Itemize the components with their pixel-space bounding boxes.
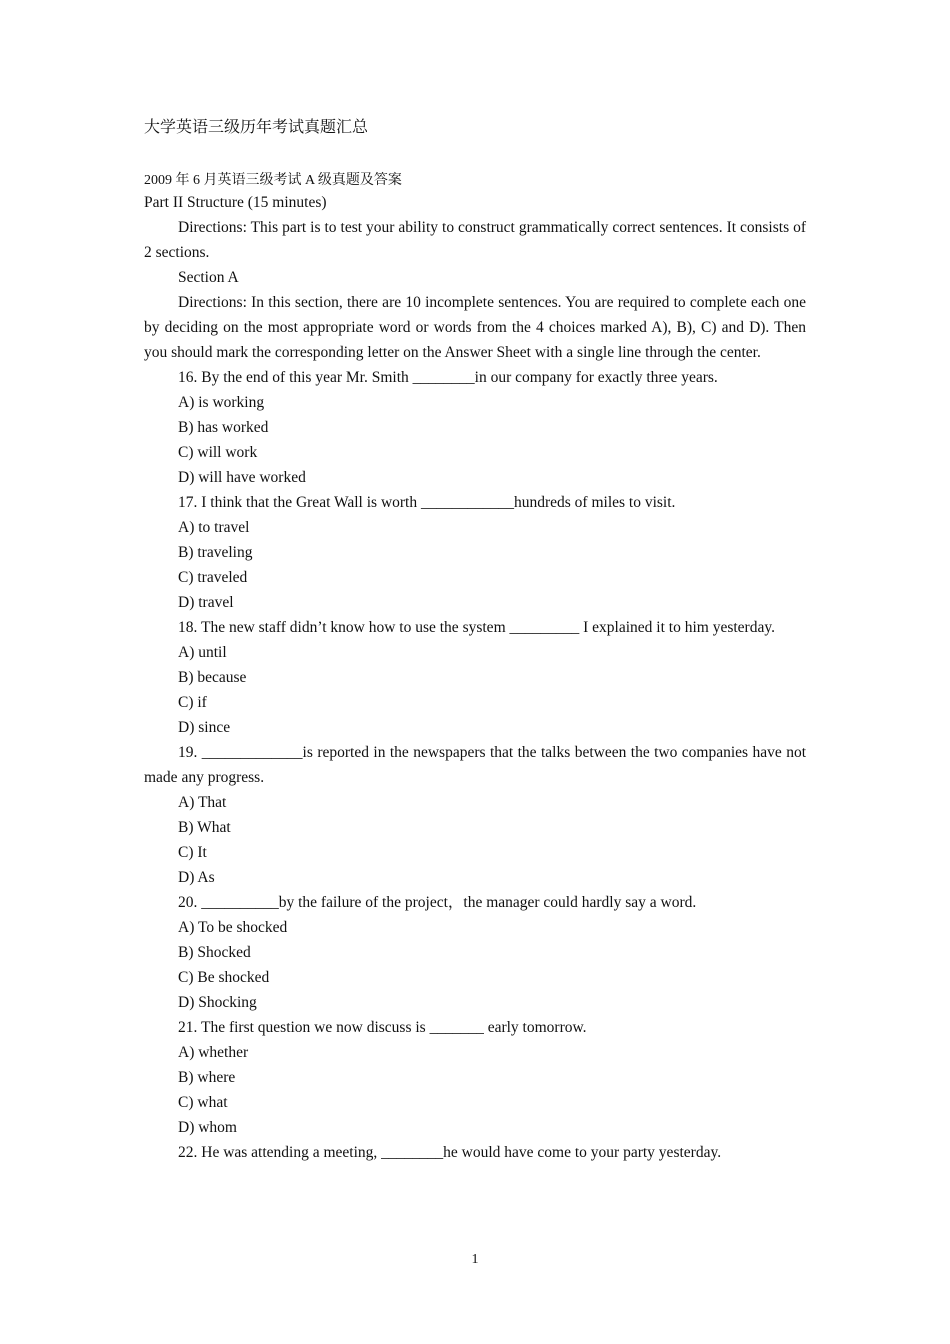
document-body xyxy=(144,190,806,1165)
option-b: B) traveling xyxy=(178,544,253,561)
section-heading: Section A xyxy=(178,269,239,286)
question-stem: 17. I think that the Great Wall is worth ____________hundreds of miles to visit. xyxy=(178,494,676,511)
part-heading: Part II Structure (15 minutes) xyxy=(144,194,327,211)
question-19 xyxy=(144,740,806,890)
question-stem: 16. By the end of this year Mr. Smith ________in our company for exactly three years. xyxy=(178,369,718,386)
option-d: D) whom xyxy=(178,1119,237,1136)
option-c: C) It xyxy=(178,844,207,861)
option-a: A) is working xyxy=(178,394,265,411)
question-20 xyxy=(144,890,806,1015)
option-d: D) since xyxy=(178,719,231,736)
option-b: B) Shocked xyxy=(178,944,251,961)
main-directions: Directions: This part is to test your ability to construct grammatically correct sentences. It consists of 2 sections. xyxy=(144,219,806,261)
option-d: D) As xyxy=(178,869,215,886)
question-16 xyxy=(144,365,806,490)
page-number: 1 xyxy=(471,1252,479,1267)
option-a: A) to travel xyxy=(178,519,250,536)
section-directions: Directions: In this section, there are 10 incomplete sentences. You are required to complete each one by deciding on the most appropriate word or words from the 4 choices marked A), B), C) and D). Then you should mark the corresponding letter on the Answer Sheet with a single line through the center. xyxy=(144,294,806,361)
question-stem: 21. The first question we now discuss is _______ early tomorrow. xyxy=(178,1019,587,1036)
exam-title: 2009 年 6 月英语三级考试 A 级真题及答案 xyxy=(144,173,402,188)
option-c: C) traveled xyxy=(178,569,248,586)
question-21 xyxy=(144,1015,806,1140)
option-c: C) what xyxy=(178,1094,228,1111)
option-d: D) Shocking xyxy=(178,994,257,1011)
option-a: A) until xyxy=(178,644,227,661)
question-17 xyxy=(144,490,806,615)
question-stem: 20. __________by the failure of the project，the manager could hardly say a word. xyxy=(178,894,697,911)
question-stem: 19. _____________is reported in the newspapers that the talks between the two companies have not made any progress. xyxy=(144,744,806,786)
option-c: C) will work xyxy=(178,444,258,461)
question-22 xyxy=(144,1140,806,1165)
question-stem: 22. He was attending a meeting, ________he would have come to your party yesterday. xyxy=(178,1144,722,1161)
option-b: B) because xyxy=(178,669,247,686)
option-c: C) Be shocked xyxy=(178,969,270,986)
option-b: B) What xyxy=(178,819,231,836)
option-b: B) where xyxy=(178,1069,236,1086)
option-a: A) To be shocked xyxy=(178,919,288,936)
option-c: C) if xyxy=(178,694,207,711)
document-title: 大学英语三级历年考试真题汇总 xyxy=(144,119,369,136)
option-d: D) travel xyxy=(178,594,234,611)
question-stem: 18. The new staff didn’t know how to use the system _________ I explained it to him yesterday. xyxy=(178,619,775,636)
question-18 xyxy=(144,615,806,740)
option-b: B) has worked xyxy=(178,419,269,436)
option-d: D) will have worked xyxy=(178,469,306,486)
option-a: A) whether xyxy=(178,1044,249,1061)
option-a: A) That xyxy=(178,794,227,811)
